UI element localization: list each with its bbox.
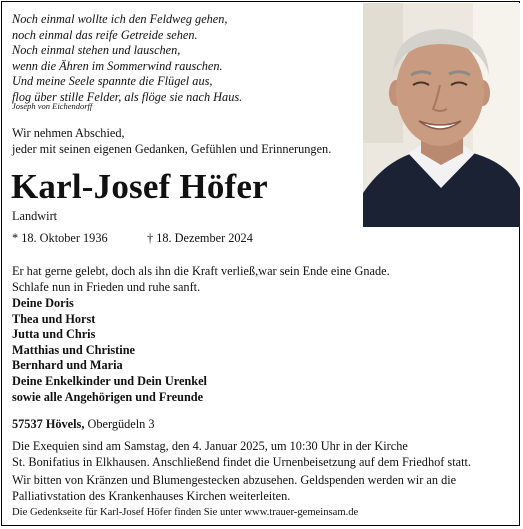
mourner: Matthias und Christine [12,342,135,357]
mourner: Bernhard und Maria [12,358,123,373]
donation-line: Palliativstation des Krankenhauses Kirchen weiterleiten. [12,488,291,503]
death-date: † 18. Dezember 2024 [147,231,253,245]
funeral-line: St. Bonifatius in Elkhausen. Anschließend findet die Urnenbeisetzung auf dem Friedhof statt. [12,454,471,469]
mourner: Thea und Horst [12,311,96,326]
poem-line: Noch einmal stehen und lauschen, [12,43,181,58]
mourner: sowie alle Angehörigen und Freunde [12,389,204,404]
mourner: Jutta und Chris [12,327,96,342]
portrait-photo [363,3,520,227]
memorial-page-note: Die Gedenkseite für Karl-Josef Höfer finden Sie unter www.trauer-gemeinsam.de [12,507,359,518]
family-address [12,417,155,432]
poem-line: Noch einmal wollte ich den Feldweg gehen, [12,12,228,26]
poem-line: wenn die Ähren im Sommerwind rauschen. [12,58,223,73]
poem-line: noch einmal das reife Getreide sehen. [12,27,198,42]
funeral-line: Die Exequien sind am Samstag, den 4. Januar 2025, um 10:30 Uhr in der Kirche [12,439,408,453]
birth-date: * 18. Oktober 1936 [12,231,108,245]
poem-line: flog über stille Felder, als flöge sie nach Haus. [12,89,243,104]
poem [12,12,242,106]
farewell-line: Er hat gerne gelebt, doch als ihn die Kraft verließ,war sein Ende eine Gnade. [12,264,390,278]
poem-author: Joseph von Eichendorff [12,101,93,111]
life-dates [12,231,253,246]
farewell-line: Schlafe nun in Frieden und ruhe sanft. [12,279,201,294]
donation-info [12,473,456,504]
deceased-name: Karl-Josef Höfer [11,167,268,206]
mourner: Deine Doris [12,296,74,310]
portrait-illustration [363,3,520,227]
intro-line: jeder mit seinen eigenen Gedanken, Gefühlen und Erinnerungen. [12,141,332,156]
mourners-list [12,296,207,405]
deceased-occupation: Landwirt [12,209,58,223]
intro-text [12,126,331,157]
obituary-notice [1,1,520,526]
donation-line: Wir bitten von Kränzen und Blumengestecken abzusehen. Geldspenden werden wir an die [12,473,457,487]
intro-line: Wir nehmen Abschied, [12,126,125,140]
address-city: 57537 Hövels, [12,417,85,431]
address-street: Obergüdeln 3 [87,417,155,431]
farewell-text [12,264,390,295]
poem-line: Und meine Seele spannte die Flügel aus, [12,74,213,89]
funeral-info [12,439,471,470]
mourner: Deine Enkelkinder und Dein Urenkel [12,373,207,388]
